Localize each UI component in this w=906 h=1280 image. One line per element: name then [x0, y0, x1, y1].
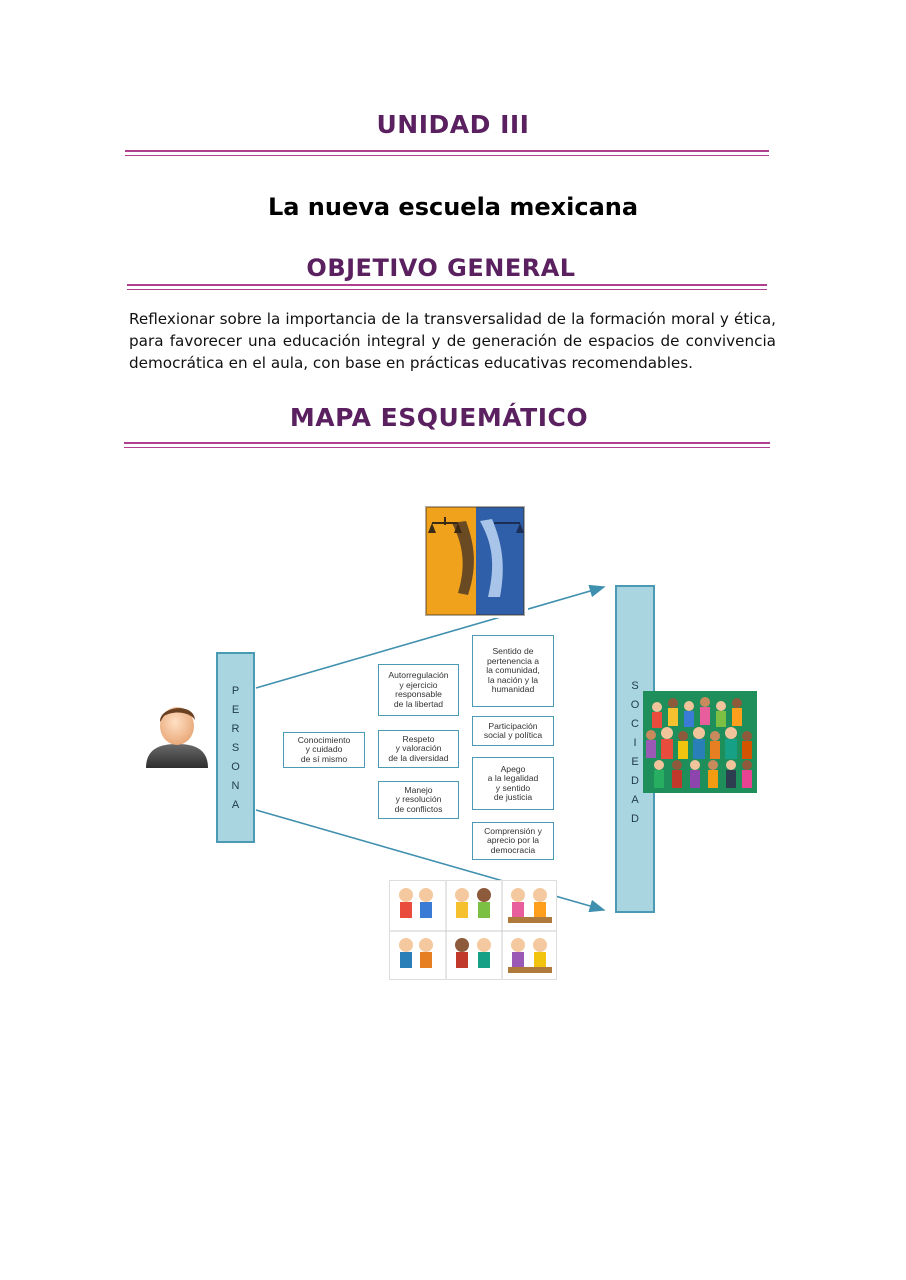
box-conocimiento: Conocimiento y cuidado de sí mismo — [283, 732, 365, 768]
objective-text: Reflexionar sobre la importancia de la transversalidad de la formación moral y ética, para favorecer una educación integral y de generación de espacios de convivencia democrática en el aula, con base en prácticas educativas recomendables. — [129, 310, 776, 372]
persona-letter: P — [231, 685, 240, 697]
box-apego: Apego a la legalidad y sentido de justicia — [472, 757, 554, 810]
box-respeto: Respeto y valoración de la diversidad — [378, 730, 459, 768]
persona-letter: O — [231, 761, 240, 773]
children-illustration — [389, 880, 557, 980]
sociedad-letter: E — [631, 756, 639, 768]
persona-letter: S — [231, 742, 240, 754]
sociedad-letter: D — [631, 813, 639, 825]
box-sentido: Sentido de pertenencia a la comunidad, la nación y la humanidad — [472, 635, 554, 707]
persona-bar — [216, 652, 255, 843]
box-autorregulacion: Autorregulación y ejercicio responsable de la libertad — [378, 664, 459, 716]
persona-letter: E — [231, 704, 240, 716]
sociedad-letter: S — [631, 680, 639, 692]
sociedad-letter: O — [630, 699, 640, 711]
person-icon — [144, 700, 210, 770]
sociedad-letter: I — [633, 737, 637, 749]
crowd-illustration — [643, 691, 757, 793]
persona-letter: N — [231, 780, 240, 792]
justice-illustration — [422, 503, 528, 618]
sociedad-letter: D — [631, 775, 639, 787]
box-manejo: Manejo y resolución de conflictos — [378, 781, 459, 819]
sociedad-letter: A — [631, 794, 639, 806]
unit-title: UNIDAD III — [376, 110, 530, 139]
sociedad-letter: C — [631, 718, 639, 730]
box-comprension: Comprensión y aprecio por la democracia — [472, 822, 554, 860]
objective-heading: OBJETIVO GENERAL — [306, 254, 576, 282]
box-participacion: Participación social y política — [472, 716, 554, 746]
map-heading: MAPA ESQUEMÁTICO — [289, 403, 589, 432]
page-subtitle: La nueva escuela mexicana — [267, 193, 639, 221]
persona-letter: R — [231, 723, 240, 735]
persona-label — [218, 682, 253, 815]
persona-letter: A — [231, 799, 240, 811]
